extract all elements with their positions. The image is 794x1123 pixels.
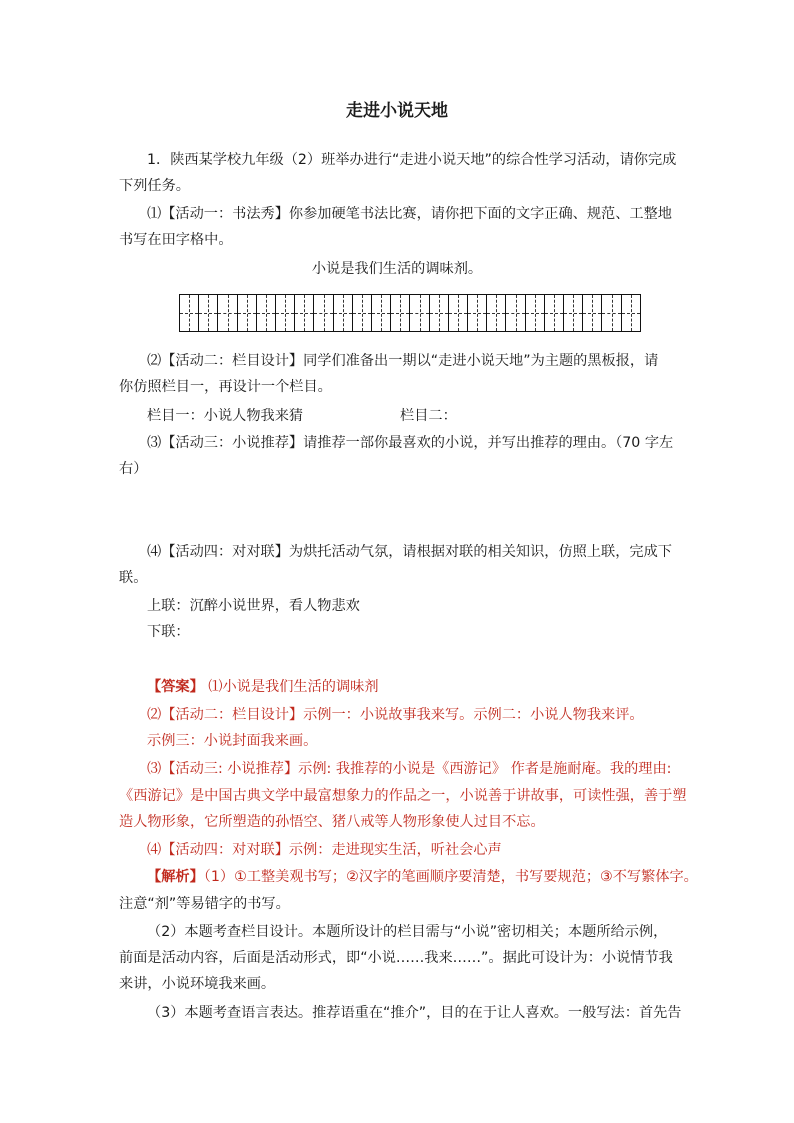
column-one: 栏目一：小说人物我来猜	[147, 408, 304, 424]
tianzige-cell[interactable]	[314, 295, 333, 331]
analysis-1: （1）①工整美观书写；②汉字的笔画顺序要清楚，书写要规范；③不写繁体字。	[203, 869, 698, 885]
upper-couplet: 上联：沉醉小说世界，看人物悲欢	[147, 598, 360, 614]
answer-3: ⑶【活动三: 小说推荐】示例: 我推荐的小说是《西游记》 作者是施耐庵。我的理由:	[147, 761, 672, 777]
tianzige-cell[interactable]	[372, 295, 391, 331]
analysis-2-cont: 前面是活动内容，后面是活动形式，即“小说……我来……”。据此可设计为：小说情节我	[119, 950, 673, 966]
activity1-text: ⑴【活动一：书法秀】你参加硬笔书法比赛，请你把下面的文字正确、规范、工整地	[147, 206, 672, 222]
tianzige-cell[interactable]	[295, 295, 314, 331]
analysis-2-cont-2: 来讲，小说环境我来画。	[119, 976, 276, 992]
question-intro: 1．陕西某学校九年级（2）班举办进行“走进小说天地”的综合性学习活动，请你完成	[147, 152, 677, 168]
tianzige-cell[interactable]	[218, 295, 237, 331]
analysis-2: （2）本题考查栏目设计。本题所设计的栏目需与“小说”密切相关；本题所给示例，	[147, 924, 668, 940]
answer-line-1	[147, 677, 707, 697]
lower-couplet: 下联：	[147, 624, 190, 640]
page-title: 走进小说天地	[346, 101, 448, 121]
answer-4: ⑷【活动四：对对联】示例：走进现实生活，听社会心声	[147, 842, 502, 858]
tianzige-cell[interactable]	[622, 295, 640, 331]
tianzige-cell[interactable]	[276, 295, 295, 331]
analysis-label: 【解析】	[147, 869, 204, 885]
tianzige-cell[interactable]	[583, 295, 602, 331]
activity4-text: ⑷【活动四：对对联】为烘托活动气氛，请根据对联的相关知识，仿照上联，完成下	[147, 544, 672, 560]
tianzige-cell[interactable]	[449, 295, 468, 331]
tianzige-cell[interactable]	[487, 295, 506, 331]
analysis-1-cont: 注意“剂”等易错字的书写。	[119, 896, 290, 912]
activity4-text-cont: 联。	[119, 570, 148, 586]
tianzige-cell[interactable]	[564, 295, 583, 331]
answer-label: 【答案】	[147, 679, 204, 695]
tianzige-writing-grid[interactable]	[179, 294, 641, 332]
tianzige-cell[interactable]	[238, 295, 257, 331]
tianzige-cell[interactable]	[257, 295, 276, 331]
tianzige-cell[interactable]	[430, 295, 449, 331]
analysis-line-1	[147, 867, 707, 887]
tianzige-cell[interactable]	[506, 295, 525, 331]
tianzige-cell[interactable]	[199, 295, 218, 331]
tianzige-cell[interactable]	[545, 295, 564, 331]
tianzige-cell[interactable]	[391, 295, 410, 331]
tianzige-cell[interactable]	[602, 295, 621, 331]
activity3-text-cont: 右）	[119, 461, 148, 477]
calligraphy-sentence: 小说是我们生活的调味剂。	[311, 261, 483, 277]
question-intro-cont: 下列任务。	[119, 178, 190, 194]
analysis-3: （3）本题考查语言表达。推荐语重在“推介”，目的在于让人喜欢。一般写法：首先告	[147, 1005, 682, 1021]
tianzige-cell[interactable]	[468, 295, 487, 331]
answer-3-cont: 《西游记》是中国古典文学中最富想象力的作品之一，小说善于讲故事，可读性强，善于塑	[119, 788, 687, 804]
activity1-text-cont: 书写在田字格中。	[119, 232, 233, 248]
answer-2: ⑵【活动二：栏目设计】示例一：小说故事我来写。示例二：小说人物我来评。	[147, 707, 644, 723]
activity2-text: ⑵【活动二：栏目设计】同学们准备出一期以“走进小说天地”为主题的黑板报，请	[147, 353, 659, 369]
column-two: 栏目二：	[400, 408, 457, 424]
answer-3-cont-2: 造人物形象，它所塑造的孙悟空、猪八戒等人物形象使人过目不忘。	[119, 814, 545, 830]
activity3-text: ⑶【活动三：小说推荐】请推荐一部你最喜欢的小说，并写出推荐的理由。（70 字左	[147, 435, 674, 451]
tianzige-cell[interactable]	[410, 295, 429, 331]
activity2-text-cont: 你仿照栏目一，再设计一个栏目。	[119, 379, 332, 395]
tianzige-cell[interactable]	[334, 295, 353, 331]
tianzige-cell[interactable]	[180, 295, 199, 331]
tianzige-cell[interactable]	[353, 295, 372, 331]
answer-2-cont: 示例三：小说封面我来画。	[147, 733, 318, 749]
tianzige-cell[interactable]	[526, 295, 545, 331]
answer-1: ⑴小说是我们生活的调味剂	[208, 679, 379, 695]
